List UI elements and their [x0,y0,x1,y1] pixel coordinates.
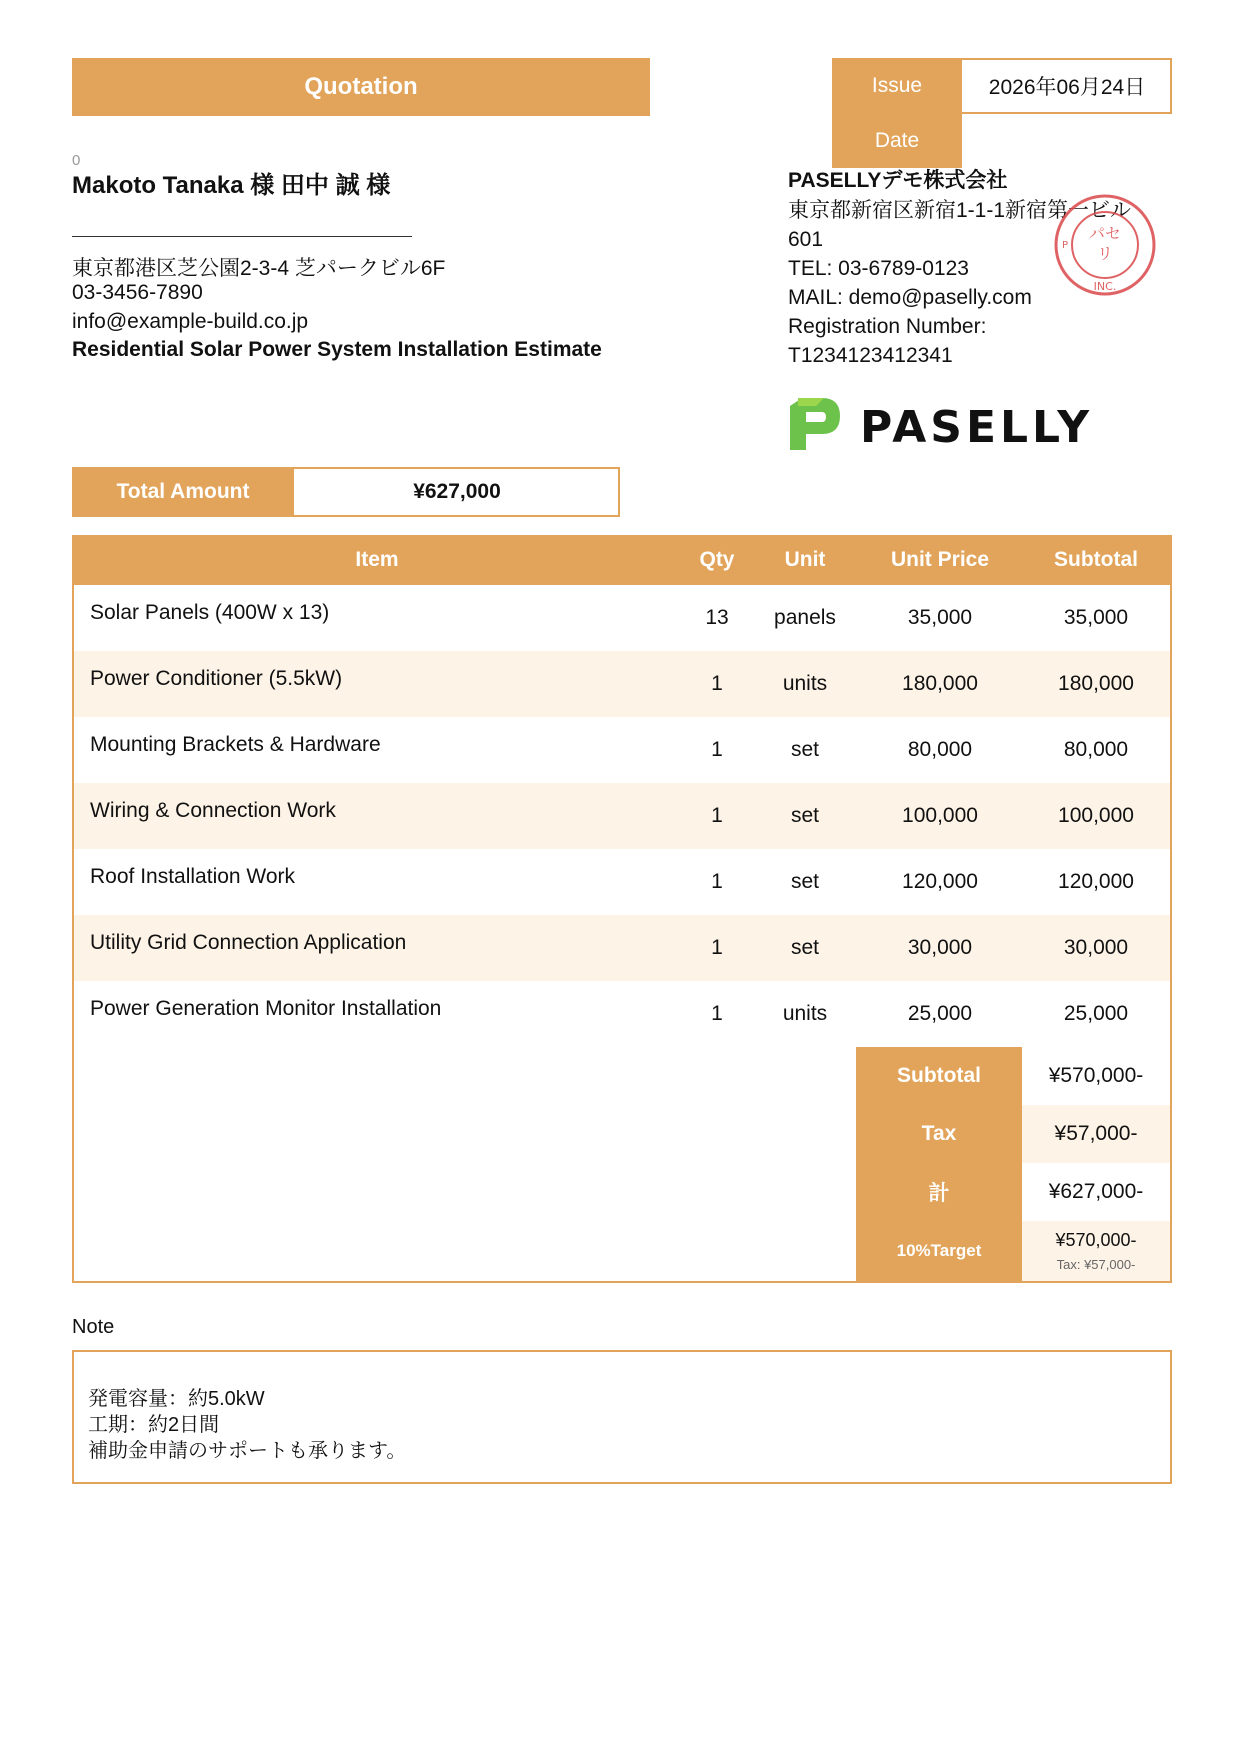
column-header-item: Item [355,548,399,571]
cell-qty: 1 [711,1002,723,1025]
client-address: 東京都港区芝公園2-3-4 芝パークビル6F [72,257,446,280]
cell-unit: units [782,1002,828,1025]
cell-subtotal: 25,000 [1063,1002,1129,1025]
company-registration-label: Registration Number: [788,315,987,338]
cell-qty: 1 [711,870,723,893]
column-header-subtotal: Subtotal [1054,548,1138,571]
cell-subtotal: 180,000 [1058,672,1134,695]
issue-date-label [832,58,962,168]
cell-unit-price: 35,000 [907,606,973,629]
summary-total-label: 計 [856,1163,1022,1221]
issue-date-value: 2026年06月24日 [988,76,1146,99]
cell-subtotal: 100,000 [1058,804,1134,827]
svg-text:パセ: パセ [1088,224,1122,243]
cell-unit: set [790,870,819,893]
table-row [74,651,1170,717]
summary-tax-target-tax: Tax: ¥57,000- [1056,1257,1136,1272]
summary-tax-label: Tax [856,1105,1022,1163]
note-box [72,1350,1172,1484]
company-tel: TEL: 03-6789-0123 [788,257,969,280]
svg-text:リ: リ [1096,244,1114,263]
svg-text:INC.: INC. [1093,280,1117,293]
cell-item: Power Generation Monitor Installation [90,997,442,1020]
cell-unit: panels [774,606,836,629]
cell-unit: set [790,804,819,827]
items-table-header [72,535,1172,585]
company-registration-number: T1234123412341 [788,344,953,367]
summary-tax-target-label: 10%Target [856,1221,1022,1281]
company-mail: MAIL: demo@paselly.com [788,286,1032,309]
table-row [74,849,1170,915]
cell-item: Roof Installation Work [90,865,296,888]
issue-label-line1: Issue [871,73,923,97]
summary-tax-target-value: ¥570,000- [1055,1230,1137,1250]
summary-total-value: ¥627,000- [1048,1180,1144,1203]
company-address-line1: 東京都新宿区新宿1-1-1新宿第一ビル [788,199,1132,222]
company-seal-stamp [1052,192,1158,298]
issue-label-line2: Date [874,128,920,152]
table-row [74,783,1170,849]
note-line: 補助金申請のサポートも承ります。 [88,1440,407,1462]
client-number: 0 [72,152,81,169]
column-header-qty: Qty [699,548,735,571]
table-row [74,915,1170,981]
total-amount-label: Total Amount [72,467,294,517]
cell-subtotal: 30,000 [1063,936,1129,959]
summary-subtotal-value: ¥570,000- [1048,1064,1144,1087]
summary-tax-target [1022,1221,1170,1281]
company-address-line2: 601 [788,228,824,251]
cell-unit-price: 30,000 [907,936,973,959]
cell-unit: set [790,936,819,959]
note-line: 工期：約2日間 [88,1414,220,1436]
table-row [74,717,1170,783]
cell-qty: 13 [705,606,729,629]
cell-unit-price: 180,000 [902,672,978,695]
cell-unit: set [790,738,819,761]
cell-unit-price: 120,000 [902,870,978,893]
client-phone: 03-3456-7890 [72,281,203,304]
company-name: PASELLYデモ株式会社 [788,169,1008,192]
summary-subtotal-label: Subtotal [856,1047,1022,1105]
note-line: 発電容量：約5.0kW [88,1388,265,1410]
table-row [74,981,1170,1047]
client-email: info@example-build.co.jp [72,310,309,333]
quotation-subject: Residential Solar Power System Installation Estimate [72,338,602,361]
paselly-logo [788,392,1128,452]
cell-item: Solar Panels (400W x 13) [90,601,330,624]
cell-qty: 1 [711,738,723,761]
table-row [74,585,1170,651]
svg-text:PASELLY: PASELLY [860,402,1094,452]
cell-qty: 1 [711,804,723,827]
client-name-underline [72,236,412,237]
cell-item: Power Conditioner (5.5kW) [90,667,343,690]
svg-text:P: P [1062,240,1069,251]
column-header-unit-price: Unit Price [890,548,990,571]
client-name: Makoto Tanaka 様 田中 誠 様 [72,172,391,199]
note-title: Note [72,1316,115,1338]
summary-tax-value: ¥57,000- [1022,1105,1170,1163]
cell-unit: units [782,672,828,695]
cell-unit-price: 25,000 [907,1002,973,1025]
cell-subtotal: 35,000 [1063,606,1129,629]
total-amount-value: ¥627,000 [413,480,501,503]
cell-item: Utility Grid Connection Application [90,931,407,954]
cell-item: Wiring & Connection Work [90,799,336,822]
cell-subtotal: 120,000 [1058,870,1134,893]
cell-item: Mounting Brackets & Hardware [90,733,381,756]
cell-unit-price: 80,000 [907,738,973,761]
column-header-unit: Unit [784,548,826,571]
cell-subtotal: 80,000 [1063,738,1129,761]
cell-qty: 1 [711,936,723,959]
cell-qty: 1 [711,672,723,695]
document-title: Quotation [72,58,650,116]
cell-unit-price: 100,000 [902,804,978,827]
